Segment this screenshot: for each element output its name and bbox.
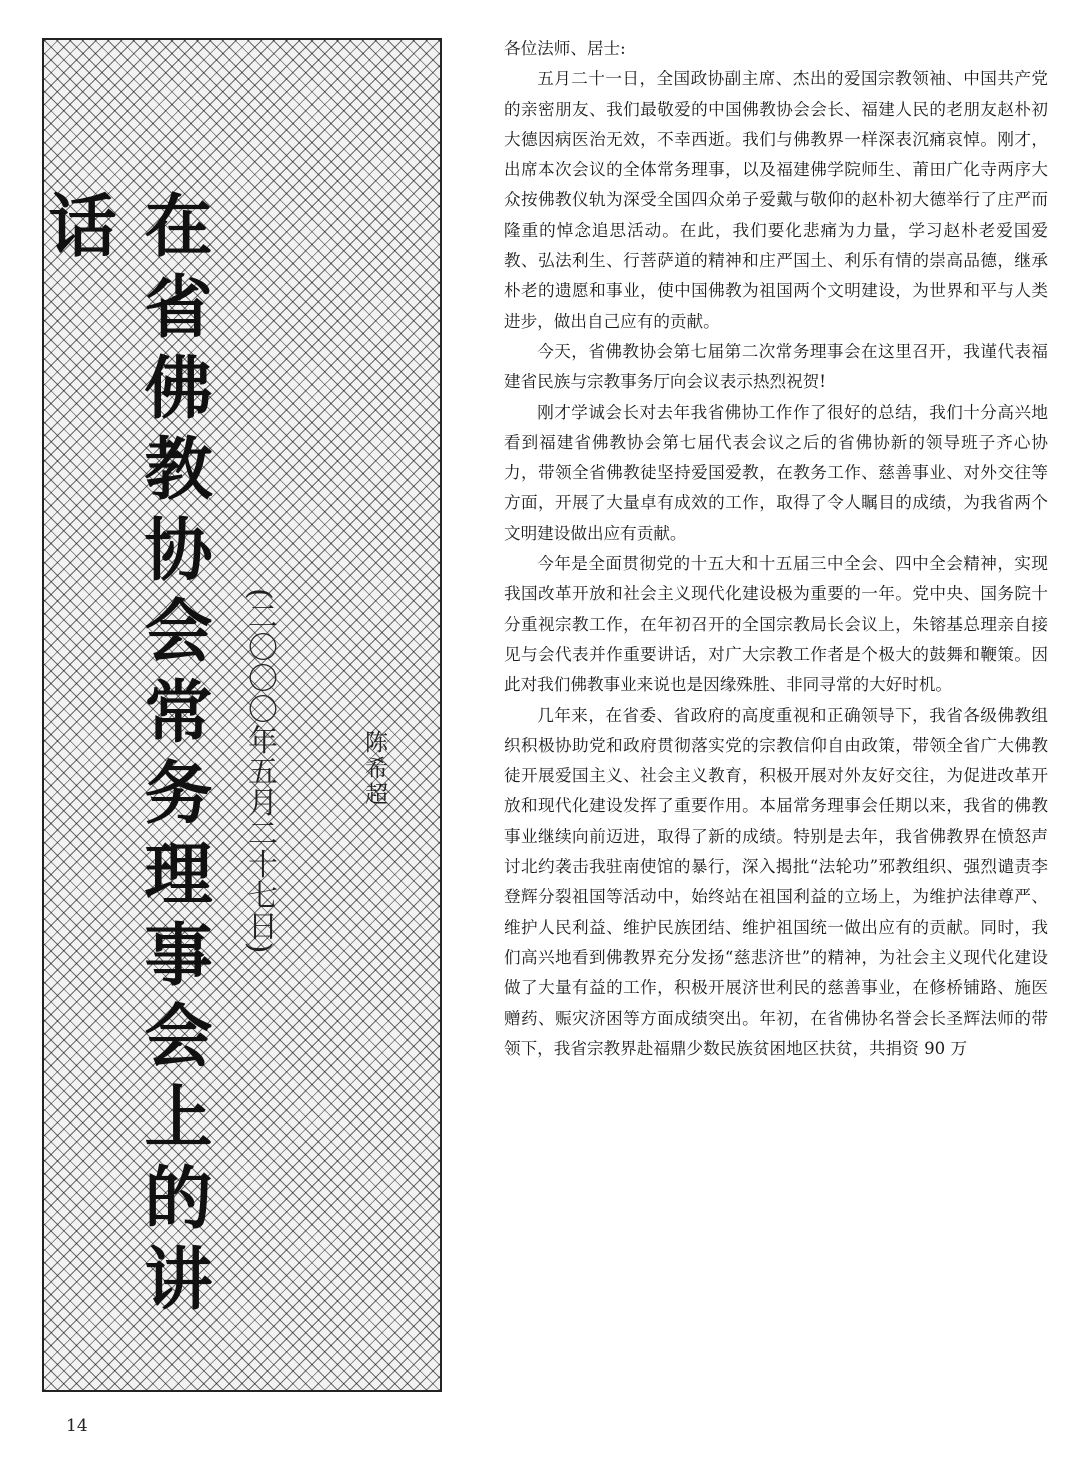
body-paragraph: 几年来，在省委、省政府的高度重视和正确领导下，我省各级佛教组织积极协助党和政府贯彻落实党的宗教信仰自由政策，带领全省广大佛教徒开展爱国主义、社会主义教育，积极开展对外友好交往，为促进改革开放和现代化建设发挥了重要作用。本届常务理事会任期以来，我省的佛教事业继续向前迈进，取得了新的成绩。特别是去年，我省佛教界在愤怒声讨北约袭击我驻南使馆的暴行，深入揭批“法轮功”邪教组织、强烈谴责李登辉分裂祖国等活动中，始终站在祖国利益的立场上，为维护法律尊严、维护人民利益、维护民族团结、维护祖国统一做出应有的贡献。同时，我们高兴地看到佛教界充分发扬“慈悲济世”的精神，为社会主义现代化建设做了大量有益的工作，积极开展济世利民的慈善事业，在修桥铺路、施医赠药、赈灾济困等方面成绩突出。年初，在省佛协名誉会长圣辉法师的带领下，我省宗教界赴福鼎少数民族贫困地区扶贫，共捐资 90 万 bbox=[504, 705, 1048, 1058]
salutation: 各位法师、居士: bbox=[504, 39, 626, 58]
article-title: 在省佛教协会常务理事会上的讲话 bbox=[37, 190, 212, 1324]
body-paragraph: 今年是全面贯彻党的十五大和十五届三中全会、四中全会精神，实现我国改革开放和社会主义现代化建设极为重要的一年。党中央、国务院十分重视宗教工作，在年初召开的全国宗教局长会议上，朱镕基总理亲自接见与会代表并作重要讲话，对广大宗教工作者是个极大的鼓舞和鞭策。因此对我们佛教事业来说也是因缘殊胜、非同寻常的大好时机。 bbox=[504, 554, 1048, 695]
article-body bbox=[504, 34, 1048, 1064]
title-panel bbox=[37, 38, 442, 1392]
body-paragraph: 刚才学诚会长对去年我省佛协工作作了很好的总结，我们十分高兴地看到福建省佛教协会第七届代表会议之后的省佛协新的领导班子齐心协力，带领全省佛教徒坚持爱国爱教，在教务工作、慈善事业、对外交往等方面，开展了大量卓有成效的工作，取得了令人瞩目的成绩，为我省两个文明建设做出应有贡献。 bbox=[504, 402, 1048, 543]
page-number: 14 bbox=[66, 1416, 88, 1436]
body-paragraph: 五月二十一日，全国政协副主席、杰出的爱国宗教领袖、中国共产党的亲密朋友、我们最敬爱的中国佛教协会会长、福建人民的老朋友赵朴初大德因病医治无效，不幸西逝。我们与佛教界一样深表沉痛哀悼。刚才，出席本次会议的全体常务理事，以及福建佛学院师生、莆田广化寺两序大众按佛教仪轨为深受全国四众弟子爱戴与敬仰的赵朴初大德举行了庄严而隆重的悼念追思活动。在此，我们要化悲痛为力量，学习赵朴老爱国爱教、弘法利生、行菩萨道的精神和庄严国土、利乐有情的崇高品德，继承朴老的遗愿和事业，使中国佛教为祖国两个文明建设，为世界和平与人类进步，做出自己应有的贡献。 bbox=[504, 69, 1048, 331]
body-paragraph: 今天，省佛教协会第七届第二次常务理事会在这里召开，我谨代表福建省民族与宗教事务厅向会议表示热烈祝贺! bbox=[504, 341, 1048, 392]
article-author: 陈希超 bbox=[361, 730, 387, 808]
article-date: (二〇〇〇年五月二十七日) bbox=[242, 588, 277, 955]
